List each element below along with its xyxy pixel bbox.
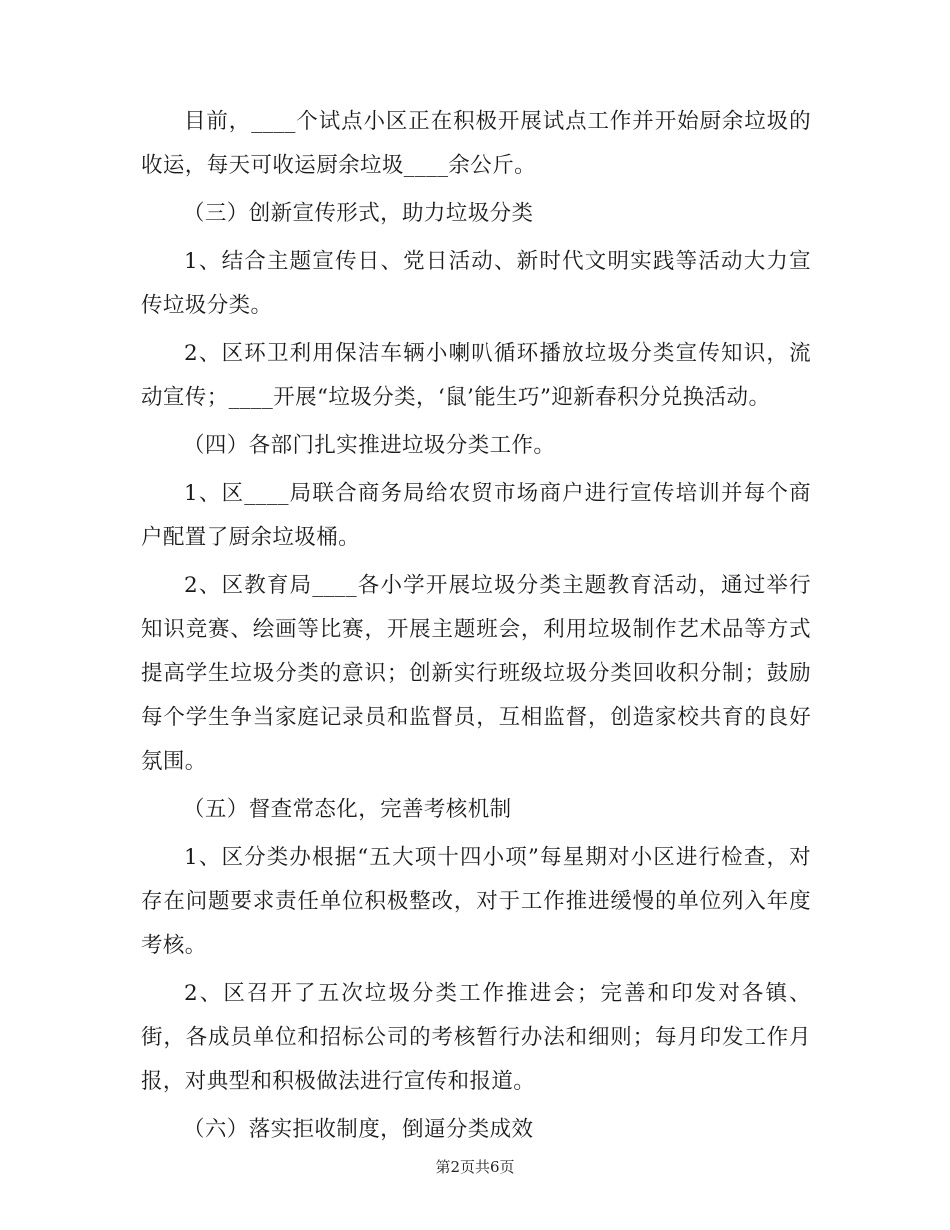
paragraph-5-2: 2、区召开了五次垃圾分类工作推进会；完善和印发对各镇、街，各成员单位和招标公司的考核暂行办法和细则；每月印发工作月报，对典型和积极做法进行宣传和报道。 [141, 981, 811, 1094]
section-heading-5: （五）督查常态化，完善考核机制 [183, 797, 512, 822]
section-heading-4: （四）各部门扎实推进垃圾分类工作。 [183, 433, 556, 458]
page-number-footer: 第2页共6页 [435, 1158, 515, 1176]
paragraph-4-2: 2、区教育局____各小学开展垃圾分类主题教育活动，通过举行知识竞赛、绘画等比赛，开展主题班会，利用垃圾制作艺术品等方式提高学生垃圾分类的意识；创新实行班级垃圾分类回收积分制；鼓励每个学生争当家庭记录员和监督员，互相监督，创造家校共育的良好氛围。 [141, 573, 811, 774]
paragraph-5-1: 1、区分类办根据“五大项十四小项”每星期对小区进行检查，对存在问题要求责任单位积极整改，对于工作推进缓慢的单位列入年度考核。 [141, 845, 811, 958]
document-body [141, 100, 811, 1156]
paragraph-3-1: 1、结合主题宣传日、党日活动、新时代文明实践等活动大力宣传垃圾分类。 [141, 249, 811, 318]
section-heading-3: （三）创新宣传形式，助力垃圾分类 [183, 201, 534, 226]
paragraph-4-1: 1、区____局联合商务局给农贸市场商户进行宣传培训并每个商户配置了厨余垃圾桶。 [141, 481, 811, 550]
paragraph-1: 目前，____个试点小区正在积极开展试点工作并开始厨余垃圾的收运，每天可收运厨余垃圾____余公斤。 [141, 109, 811, 178]
paragraph-3-2: 2、区环卫利用保洁车辆小喇叭循环播放垃圾分类宣传知识，流动宣传；____开展“垃圾分类，‘鼠’能生巧”迎新春积分兑换活动。 [141, 341, 811, 410]
section-heading-6: （六）落实拒收制度，倒逼分类成效 [183, 1117, 534, 1142]
